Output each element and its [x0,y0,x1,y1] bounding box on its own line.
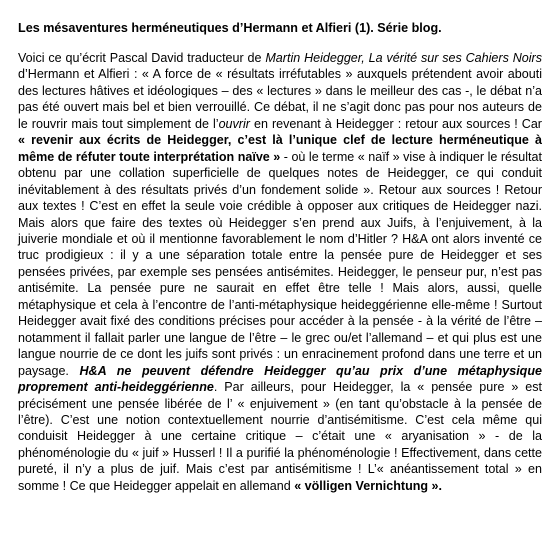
book-title-italic: Martin Heidegger, La vérité sur ses Cahiers Noirs [265,51,542,65]
bold-closing-quote: « völligen Vernichtung ». [294,478,443,493]
text-segment: d’Hermann et Alfieri : « A force de « résultats irréfutables » auxquels prétendent avoir abouti des lectures hâtives et idéologiques – des « lectures » dans le meilleur des cas -, le débat n’a pas été ouvert mais bel et bien verrouillé. Ce débat, il ne s’agit donc pas pour nos auteurs de le rouvrir mais tout simplement de l’ [18,67,542,131]
text-segment: Voici ce qu’écrit Pascal David traducteur de [18,51,266,65]
body-paragraph [18,50,542,494]
bold-italic-statement: H&A ne peuvent défendre Heidegger qu’au prix d’une métaphysique proprement anti-heideggérienne [18,363,542,395]
italic-word: ouvrir [218,116,250,131]
document-title: Les mésaventures herméneutiques d’Hermann et Alfieri (1). Série blog. [18,21,442,35]
text-segment: - où le terme « naïf » vise à indiquer le résultat obtenu par une collation superficielle de quelques notes de Heidegger, ce qui conduit inévitablement à des résultats privés d’un fondement solide ». Retour aux sources ! Retour aux textes ! C’est en effet la seule voie crédible à opposer aux critiques de Heidegger nazi. Mais alors que faire des textes où Heidegger s’en prend aux Juifs, à l’enjuivement, à la juiverie mondiale et où il mentionne favorablement le nom d’Hitler ? H&A ont alors inventé ce truc prodigieux : il y a une séparation totale entre la pensée pure de Heidegger et ses pensées privées, par exemple ses pensées antisémites. Heidegger, le penseur pur, n’est pas antisémite. La pensée pure ne saurait en effet être telle ! Mais alors, aussi, quelle métaphysique et cela à l’encontre de l’anti-métaphysique heideggérienne elle-même ! Surtout Heidegger avait fixé des conditions précises pour accéder à la pensée - à la vérité de l’être – notamment il fallait parler une langue de l’être – le grec ou/et l’allemand – et qui plus est une langue nourrie de ce dont les juifs sont privés : un enracinement profond dans une terre et un paysage. [18,149,543,378]
text-segment: . Par ailleurs, pour Heidegger, la « pensée pure » est précisément une pensée libérée de l’ « enjuivement » (en tant qu’obstacle à la pensée de l’être). C’est une notion contextuellement nourrie d’antisémitisme. C’est cela même qui conduisit Heidegger à une certaine critique – c’était une « aryanisation » - de la phénoménologie du « juif » Husserl ! Il a purifié la phénoménologie ! Effectivement, dans cette pureté, il n’y a plus de juif. Mais c’est par antisémitisme ! L’« anéantissement total » en somme ! Ce que Heidegger appelait en allemand [18,380,543,493]
text-segment: en revenant à Heidegger : retour aux sources ! Car [249,116,542,131]
bold-quote: « revenir aux écrits de Heidegger, c’est là l’unique clef de lecture herméneutique à même de réfuter toute interprétation naïve » [18,133,542,164]
